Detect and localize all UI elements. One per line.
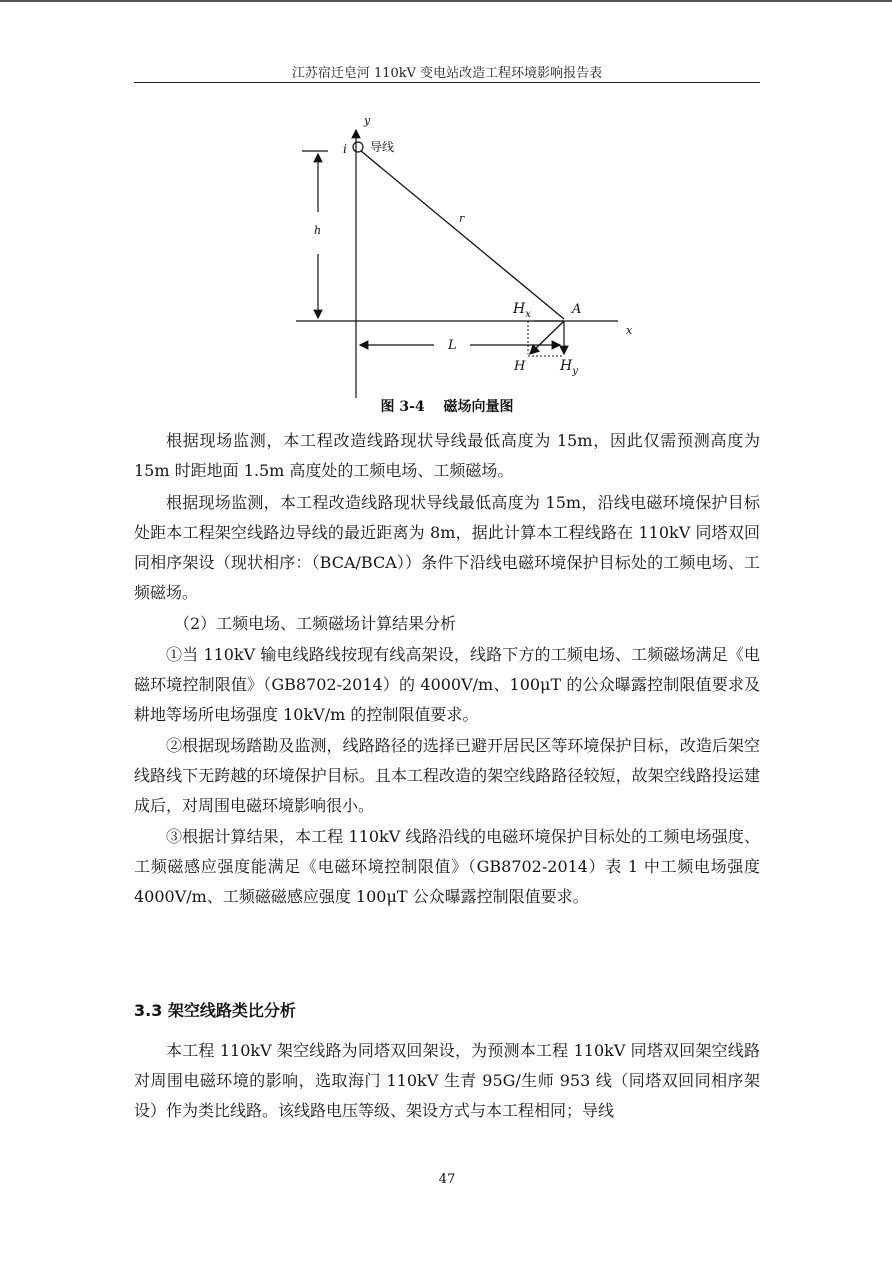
h-vector [530,321,564,354]
hy-label: $H_y$ [560,358,578,377]
hx-label: $H_x$ [513,301,531,320]
paragraph: ①当 110kV 输电线路线按现有线高架设，线路下方的工频电场、工频磁场满足《电磁环境控制限值》（GB8702-2014）的 4000V/m、100μT 的公众曝露控制限值要求及耕地等场所电场强度 10kV/m 的控制限值要求。 [134,645,760,724]
h-label: H [514,359,526,374]
body-text [134,426,760,912]
conductor-label: 导线 [370,140,395,154]
section-body [134,1036,760,1126]
header-rule [134,82,760,83]
running-header: 江苏宿迁皂河 110kV 变电站改造工程环境影响报告表 [291,66,603,81]
page-number: 47 [438,1172,456,1187]
section-heading: 3.3 架空线路类比分析 [134,1001,296,1020]
paragraph: ②根据现场踏勘及监测，线路路径的选择已避开居民区等环境保护目标，改造后架空线路线下无跨越的环境保护目标。且本工程改造的架空线路路径较短，故架空线路投运建成后，对周围电磁环境影响很小。 [134,736,760,815]
distance-r-line [361,151,564,319]
x-axis-label: x [626,324,633,337]
figure-caption: 图 3-4 磁场向量图 [380,399,514,415]
paragraph: 本工程 110kV 架空线路为同塔双回架设，为预测本工程 110kV 同塔双回架空线路对周围电磁环境的影响，选取海门 110kV 生青 95G/生师 953 线（同塔双回同相序架设）作为类比线路。该线路电压等级、架设方式与本工程相同；导线 [134,1041,760,1120]
height-label: h [314,224,322,237]
paragraph: 根据现场监测，本工程改造线路现状导线最低高度为 15m，沿线电磁环境保护目标处距本工程架空线路边导线的最近距离为 8m，据此计算本工程线路在 110kV 同塔双回同相序架设（现状相序：（BCA/BCA））条件下沿线电磁环境保护目标处的工频电场、工频磁场。 [134,493,760,602]
y-axis-label: y [364,114,371,127]
conductor-circle [353,142,363,152]
current-label: i [343,142,347,156]
top-border [0,0,892,2]
distance-r-label: r [459,212,465,225]
magnetic-vector-diagram [280,108,650,398]
point-a-label: A [572,302,582,317]
paragraph: ③根据计算结果，本工程 110kV 线路沿线的电磁环境保护目标处的工频电场强度、工频磁感应强度能满足《电磁环境控制限值》（GB8702-2014）表 1 中工频电场强度 4000V/m、工频磁磁感应强度 100μT 公众曝露控制限值要求。 [134,827,760,906]
paragraph: 根据现场监测，本工程改造线路现状导线最低高度为 15m，因此仅需预测高度为 15m 时距地面 1.5m 高度处的工频电场、工频磁场。 [134,431,760,480]
subheading: （2）工频电场、工频磁场计算结果分析 [174,614,457,633]
distance-l-label: L [448,338,457,353]
